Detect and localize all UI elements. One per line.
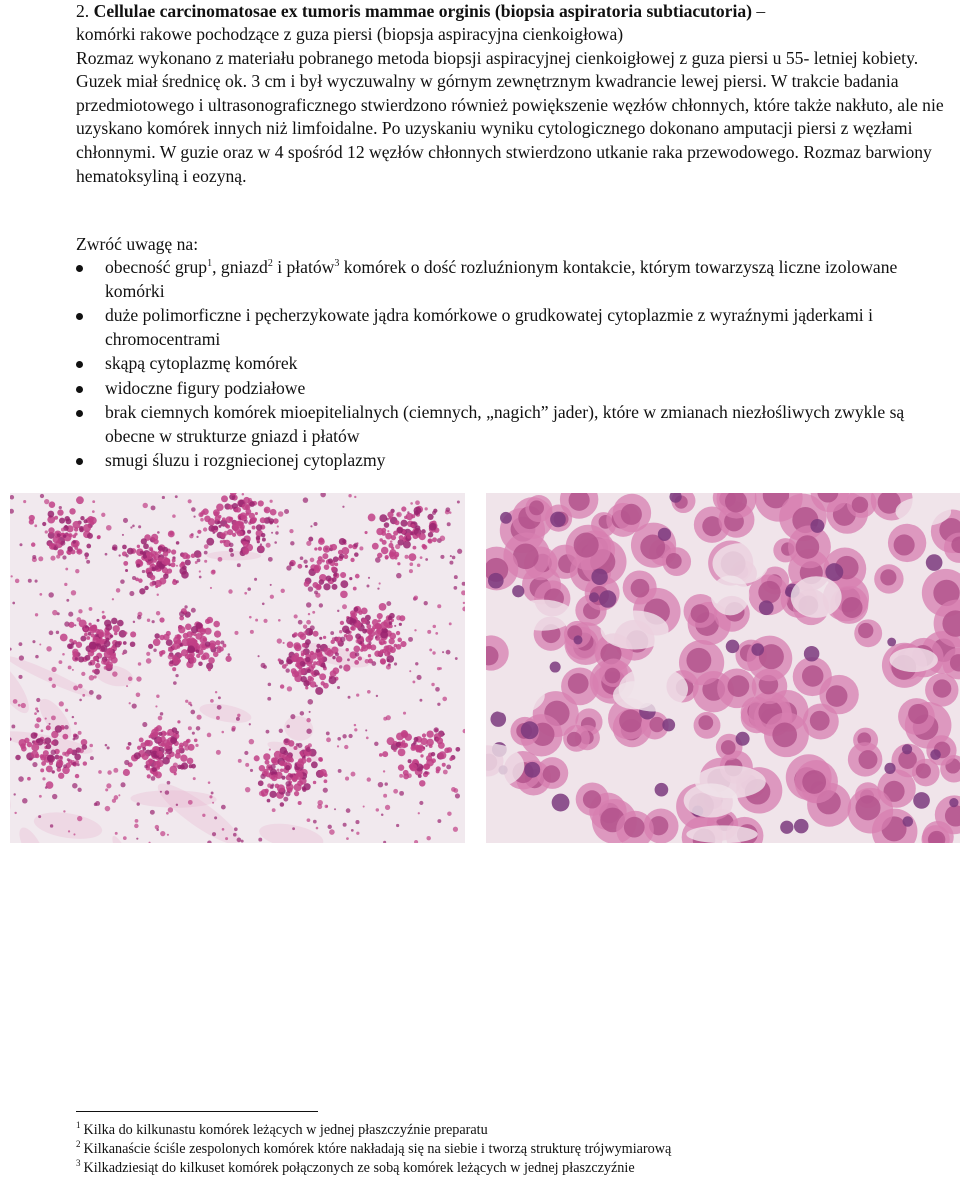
notice-list xyxy=(76,256,946,474)
micrograph-low-magnification xyxy=(10,493,465,843)
bullet-icon xyxy=(76,410,83,417)
list-item: duże polimorficzne i pęcherzykowate jądra komórkowe o grudkowatej cytoplazmie z wyraźnymi jąderkami i chromocentrami xyxy=(76,304,946,351)
footnotes xyxy=(76,1121,956,1178)
bullet-icon xyxy=(76,386,83,393)
footnote-ref-1: 1 xyxy=(207,258,213,270)
title-dash: – xyxy=(752,1,766,21)
list-item: brak ciemnych komórek mioepitelialnych (ciemnych, „nagich” jader), które w zmianach niezłośliwych zwykle są obecne w strukturze gniazd i płatów xyxy=(76,401,946,448)
list-item: smugi śluzu i rozgniecionej cytoplazmy xyxy=(76,449,946,473)
case-description xyxy=(76,23,946,188)
footnote-ref-3: 3 xyxy=(334,258,340,270)
footnote-divider xyxy=(76,1111,318,1112)
micrograph-left-image xyxy=(10,493,465,843)
bullet-icon xyxy=(76,458,83,465)
notice-title: Zwróć uwagę na: xyxy=(76,234,199,254)
footnote-1: $^1$ Kilka do kilkunastu komórek leżących w jednej płaszczyźnie preparatu xyxy=(76,1120,488,1138)
intro-line-1: komórki rakowe pochodzące z guza piersi (biopsja aspiracyjna cienkoigłowa) xyxy=(76,24,624,44)
intro-paragraph: Rozmaz wykonano z materiału pobranego metoda biopsji aspiracyjnej cienkoigłowej z guza piersi u 55- letniej kobiety. Guzek miał średnicę ok. 3 cm i był wyczuwalny w górnym zewnętrznym kwadrancie lewej piersi. W trakcie badania przedmiotowego i ultrasonograficznego stwierdzono również powiększenie węzłów chłonnych, które także nakłuto, ale nie uzyskano komórek innych niż limfoidalne. Po uzyskaniu wyniku cytologicznego dokonano amputacji piersi z węzłami chłonnymi. W guzie oraz w 4 spośród 12 węzłów chłonnych stwierdzono utkanie raka przewodowego. Rozmaz barwiony hematoksyliną i eozyną. xyxy=(76,47,944,186)
bullet-icon xyxy=(76,313,83,320)
list-item: obecność grup$^1$, gniazd$^2$ i płatów$^3$ komórek o dość rozluźnionym kontakcie, którym towarzyszą liczne izolowane komórki xyxy=(76,256,946,303)
footnote-ref-2: 2 xyxy=(267,258,273,270)
section-title: Cellulae carcinomatosae ex tumoris mammae orginis (biopsia aspiratoria subtiacutoria) xyxy=(93,1,753,21)
footnote-3: $^3$ Kilkadziesiąt do kilkuset komórek połączonych ze sobą komórek leżących w jednej płaszczyźnie xyxy=(76,1158,635,1176)
section-number: 2. xyxy=(76,1,90,21)
list-item: widoczne figury podziałowe xyxy=(76,377,946,401)
footnote-2: $^2$ Kilkanaście ściśle zespolonych komórek które nakładają się na siebie i tworzą strukturę trójwymiarową xyxy=(76,1139,672,1157)
section-heading xyxy=(76,0,946,23)
micrograph-high-magnification xyxy=(486,493,960,843)
micrograph-right-image xyxy=(486,493,960,843)
bullet-icon xyxy=(76,265,83,272)
bullet-icon xyxy=(76,361,83,368)
list-item: skąpą cytoplazmę komórek xyxy=(76,352,946,376)
